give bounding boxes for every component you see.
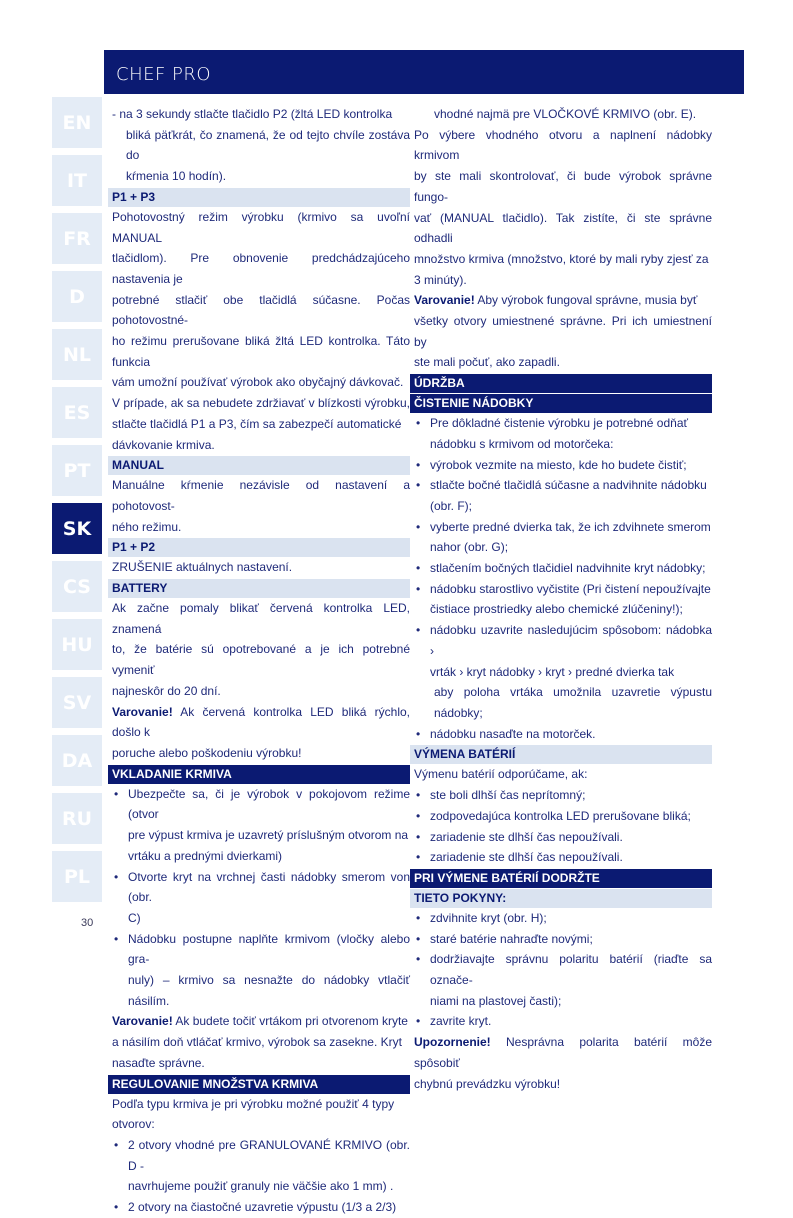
text-line: Po výbere vhodného otvoru a naplnení nádobky krmivom [414, 127, 712, 163]
intro-item [112, 104, 410, 187]
text-line: Ak začne pomaly blikať červená kontrolka LED, znamená [112, 601, 410, 636]
text-line: potrebné stlačiť obe tlačidlá súčasne. Počas pohotovostné- [112, 292, 410, 328]
section-heading-container-cleaning: ČISTENIE NÁDOBKY [410, 394, 712, 413]
regulate-list [112, 1135, 410, 1218]
list-item [414, 949, 712, 1011]
battery-list [414, 785, 712, 868]
text-line: nádobku s krmivom od motorčeka: [430, 436, 614, 451]
polarity-notice [414, 1032, 712, 1094]
cleaning-list [414, 413, 712, 744]
list-item [112, 784, 410, 867]
text-line: množstvo krmiva (množstvo, ktoré by mali ryby zjesť za [414, 251, 709, 266]
text-line: • nádobku starostlivo vyčistite (Pri čistení nepoužívajte [430, 581, 711, 596]
text-line: nahor (obr. G); [430, 540, 509, 555]
language-tab-pl[interactable]: PL [52, 851, 102, 902]
page-number: 30 [81, 917, 94, 929]
text-line: by ste mali skontrolovať, či bude výrobok správne fungo- [414, 169, 712, 204]
text-line: Ak budete točiť vrtákom pri otvorenom kryte [172, 1014, 408, 1029]
section-heading-replacement-instructions: PRI VÝMENE BATÉRIÍ DODRŽTE [410, 869, 712, 888]
list-item [414, 827, 712, 848]
text-line: vám umožní používať výrobok ako obyčajný dávkovač. [112, 375, 404, 390]
language-tab-en[interactable]: EN [52, 97, 102, 148]
text-line: všetky otvory umiestnené správne. Pri ich umiestnení by [414, 314, 712, 349]
text-line: • dodržiavajte správnu polaritu batérií (riaďte sa označe- [430, 952, 712, 988]
section-heading-regulate-feed: REGULOVANIE MNOŽSTVA KRMIVA [108, 1075, 410, 1094]
section-heading-manual: MANUAL [108, 456, 410, 475]
language-tab-es[interactable]: ES [52, 387, 102, 438]
text-line: tlačidlom). Pre obnovenie predchádzajúceho nastavenia je [112, 251, 410, 286]
language-tab-nl[interactable]: NL [52, 329, 102, 380]
list-item [414, 929, 712, 950]
section-heading-insert-feed: VKLADANIE KRMIVA [108, 765, 410, 784]
text-line: • ste boli dlhší čas neprítomný; [430, 788, 586, 803]
text-line: navrhujeme použiť granuly nie väčšie ako 1 mm) . [128, 1179, 394, 1194]
list-item [112, 1135, 410, 1197]
text-line: nasaďte správne. [112, 1055, 205, 1070]
text-line: C) [128, 910, 141, 925]
warning-label: Varovanie! [112, 1014, 173, 1029]
section-heading-maintenance: ÚDRŽBA [410, 374, 712, 393]
section-subheading-instructions: TIETO POKYNY: [410, 889, 712, 908]
notice-label: Upozornenie! [414, 1035, 491, 1050]
text-line: aby poloha vrtáka umožnila uzavretie výpustu nádobky; [434, 685, 712, 720]
text-line: • zariadenie ste dlhší čas nepoužívali. [430, 829, 623, 844]
left-column [112, 104, 410, 1218]
text-line: ho režimu prerušovane bliká žltá LED kontrolka. Táto funkcia [112, 334, 410, 369]
list-item [414, 620, 712, 682]
text-line: vrták › kryt nádobky › kryt › predné dvierka tak [430, 664, 675, 679]
text-line: Nesprávna polarita batérií môže spôsobiť [414, 1035, 712, 1070]
text-line: • stlačením bočných tlačidiel nadvihnite kryt nádobky; [430, 561, 706, 576]
text-line: • staré batérie nahraďte novými; [430, 931, 593, 946]
text-line: • zavrite kryt. [430, 1014, 492, 1029]
regulate-description [112, 1094, 410, 1135]
openings-warning [414, 290, 712, 373]
header-bar [104, 50, 744, 94]
text-line: najneskôr do 20 dní. [112, 683, 221, 698]
warning-label: Varovanie! [414, 293, 475, 308]
language-tab-d[interactable]: D [52, 271, 102, 322]
insert-feed-list [112, 784, 410, 1012]
text-line: chybnú prevádzku výrobku! [414, 1076, 561, 1091]
language-tab-hu[interactable]: HU [52, 619, 102, 670]
list-item [414, 785, 712, 806]
battery-description [112, 598, 410, 702]
text-line: poruche alebo poškodeniu výrobku! [112, 745, 302, 760]
list-item [414, 908, 712, 929]
product-title: CHEF PRO [116, 64, 212, 85]
section-heading-battery-replacement: VÝMENA BATÉRIÍ [410, 745, 712, 764]
text-line: - na 3 sekundy stlačte tlačidlo P2 (žltá LED kontrolka [112, 107, 393, 121]
text-line: ného režimu. [112, 519, 182, 534]
list-item [414, 475, 712, 516]
right-column [414, 104, 712, 1094]
text-line: to, že batérie sú opotrebované a je ich potrebné vymeniť [112, 642, 410, 678]
after-selection-text [414, 125, 712, 291]
text-line: a násilím doň vtláčať krmivo, výrobok sa zasekne. Kryt [112, 1035, 402, 1050]
text-line: Ak červená kontrolka LED bliká rýchlo, došlo k [112, 704, 410, 740]
list-item [414, 413, 712, 454]
warning-label: Varovanie! [112, 704, 173, 719]
text-line: vať (MANUAL tlačidlo). Tak zistíte, či ste správne odhadli [414, 210, 712, 246]
text-line: Pohotovostný režim výrobku (krmivo sa uvoľní MANUAL [112, 209, 410, 245]
battery-intro: Výmenu batérií odporúčame, ak: [414, 767, 588, 782]
text-line: (obr. F); [430, 498, 473, 513]
language-tab-it[interactable]: IT [52, 155, 102, 206]
text-line: dávkovanie krmiva. [112, 437, 215, 452]
language-tab-sk-active[interactable]: SK [52, 503, 102, 554]
battery-warning [112, 702, 410, 764]
language-tab-cs[interactable]: CS [52, 561, 102, 612]
list-item [414, 517, 712, 558]
list-item [414, 455, 712, 476]
list-item [112, 929, 410, 1012]
text-line: nuly) – krmivo sa nesnažte do nádobky vtlačiť násilím. [128, 973, 410, 1008]
list-item [414, 847, 712, 868]
section-heading-p1-p3: P1 + P3 [108, 188, 410, 207]
list-item [112, 1197, 410, 1218]
list-item [414, 579, 712, 620]
insert-warning [112, 1011, 410, 1073]
text-line: • vyberte predné dvierka tak, že ich zdvihnete smerom [430, 519, 711, 534]
text-line: • zariadenie ste dlhší čas nepoužívali. [430, 850, 623, 865]
text-line: • Ubezpečte sa, či je výrobok v pokojovom režime (otvor [128, 786, 410, 822]
text-line: • Pre dôkladné čistenie výrobku je potrebné odňať [430, 416, 688, 431]
text-line: Manuálne kŕmenie nezávisle od nastavení a pohotovost- [112, 478, 410, 513]
text-line: otvorov: [112, 1117, 155, 1132]
text-line: • stlačte bočné tlačidlá súčasne a nadvihnite nádobku [430, 478, 707, 493]
p1-p3-description [112, 207, 410, 455]
text-line: • výrobok vezmite na miesto, kde ho budete čistiť; [430, 457, 687, 472]
text-line: ste mali počuť, ako zapadli. [414, 355, 560, 370]
section-heading-p1-p2: P1 + P2 [108, 538, 410, 557]
text-line: Aby výrobok fungoval správne, musia byť [474, 293, 698, 308]
language-tab-fr[interactable]: FR [52, 213, 102, 264]
text-line: • 2 otvory vhodné pre GRANULOVANÉ KRMIVO (obr. D - [128, 1137, 410, 1173]
text-line: • zdvihnite kryt (obr. H); [430, 910, 547, 925]
language-tab-da[interactable]: DA [52, 735, 102, 786]
text-line: bliká päťkrát, čo znamená, že od tejto chvíle zostáva do [126, 127, 410, 163]
language-tab-ru[interactable]: RU [52, 793, 102, 844]
language-tab-sv[interactable]: SV [52, 677, 102, 728]
list-item [112, 867, 410, 929]
text-line: niami na plastovej časti); [430, 993, 562, 1008]
text-line: 3 minúty). [414, 272, 467, 287]
list-item [414, 1011, 712, 1032]
replacement-list [414, 908, 712, 1032]
list-item [414, 558, 712, 579]
manual-description [112, 475, 410, 537]
text-line: V prípade, ak sa nebudete zdržiavať v blízkosti výrobku, [112, 396, 410, 411]
text-line: pre výpust krmiva je uzavretý príslušným otvorom na [128, 828, 409, 843]
text-line: • nádobku nasaďte na motorček. [430, 726, 596, 741]
p1-p2-description: ZRUŠENIE aktuálnych nastavení. [112, 560, 293, 575]
text-line: kŕmenia 10 hodín). [126, 169, 227, 184]
text-line: vrtáku a prednými dvierkami) [128, 848, 283, 863]
list-item [414, 806, 712, 827]
language-tab-pt[interactable]: PT [52, 445, 102, 496]
text-line: • Nádobku postupne naplňte krmivom (vločky alebo gra- [128, 931, 410, 967]
text-line: • 2 otvory na čiastočné uzavretie výpustu (1/3 a 2/3) [128, 1200, 397, 1215]
text-line: • zodpovedajúca kontrolka LED prerušovane bliká; [430, 808, 691, 823]
text-line: Podľa typu krmiva je pri výrobku možné použiť 4 typy [112, 1096, 395, 1111]
list-item [414, 724, 712, 745]
text-line: stlačte tlačidlá P1 a P3, čím sa zabezpečí automatické [112, 416, 402, 431]
section-heading-battery: BATTERY [108, 579, 410, 598]
text-line: • Otvorte kryt na vrchnej časti nádobky smerom von (obr. [128, 869, 410, 905]
continuation-text: vhodné najmä pre VLOČKOVÉ KRMIVO (obr. E). [434, 107, 697, 121]
text-line: • nádobku uzavrite nasledujúcim spôsobom: nádobka › [430, 623, 712, 658]
text-line: čistiace prostriedky alebo chemické zlúčeniny!); [430, 602, 683, 617]
